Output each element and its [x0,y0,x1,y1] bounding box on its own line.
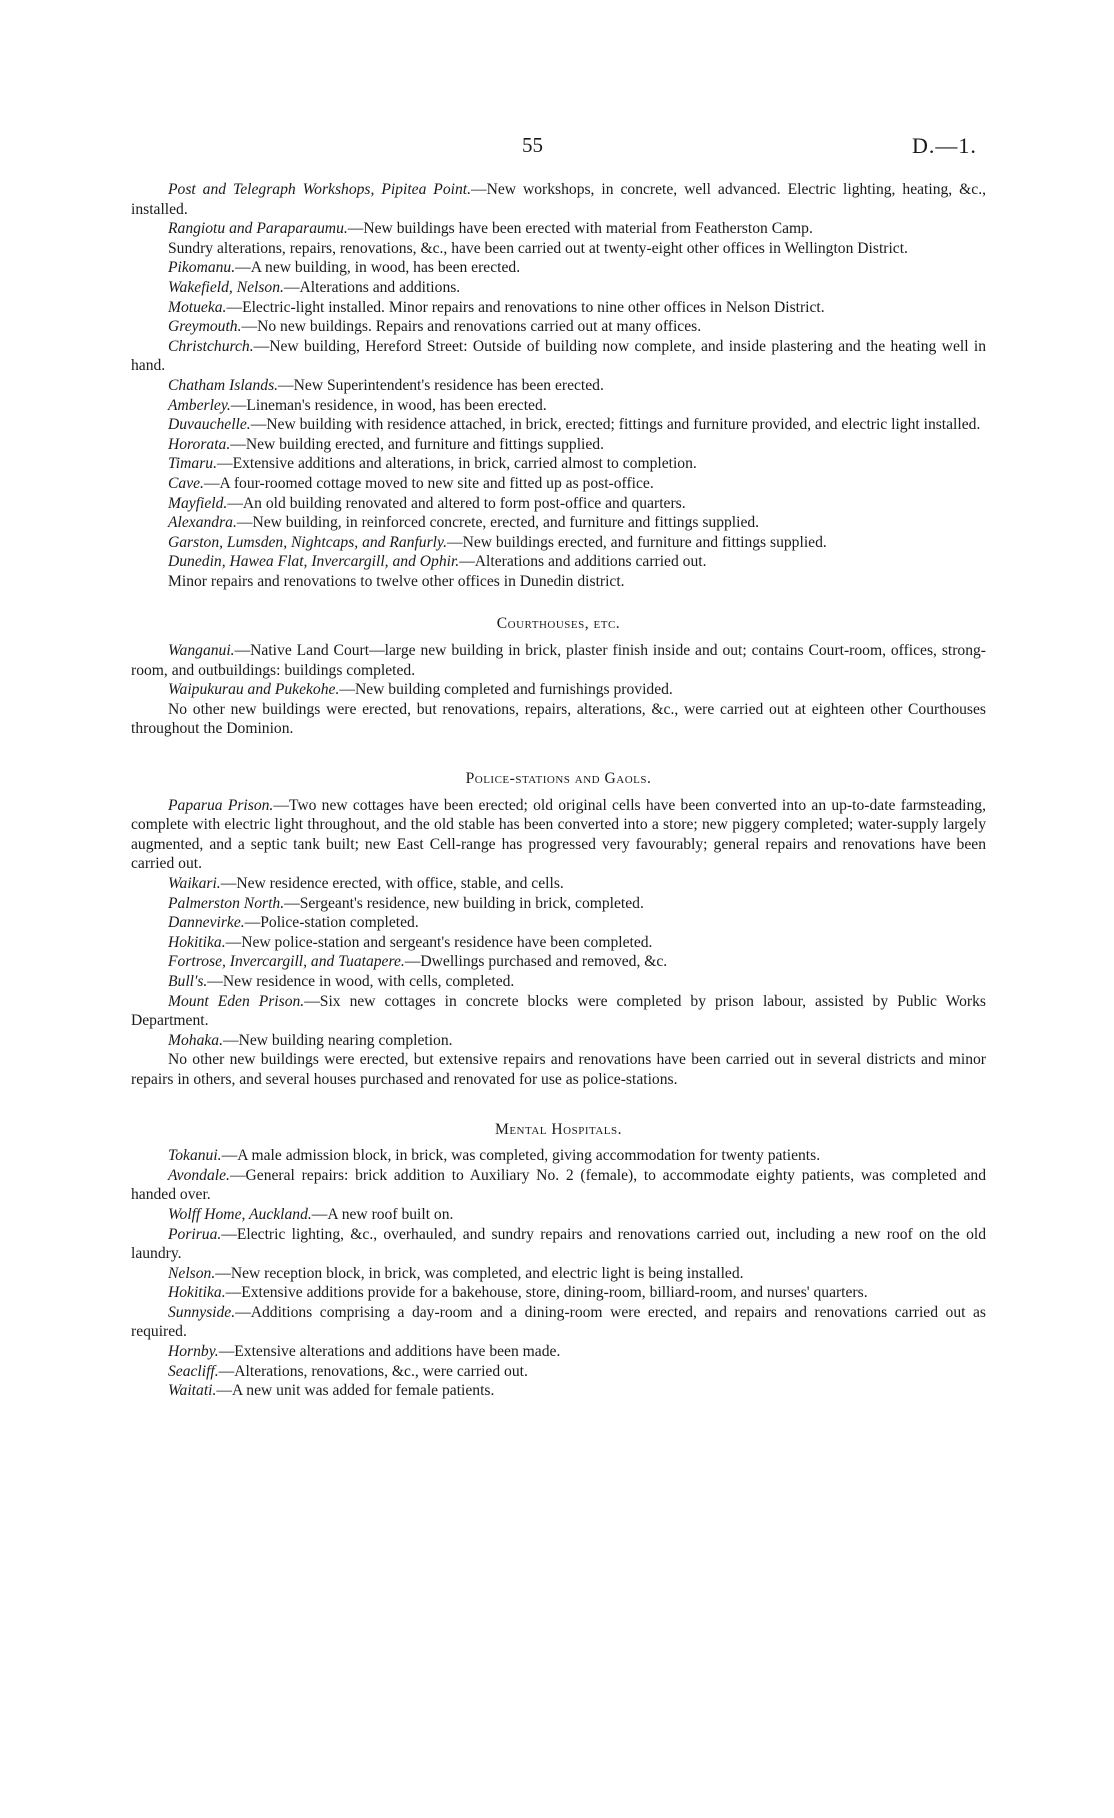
paragraph-text: —Dwellings purchased and removed, &c. [404,953,668,971]
paragraph [131,992,986,1031]
paragraph-text: —Electric lighting, &c., overhauled, and sundry repairs and renovations carried out, including a new roof on the old laundry. [131,1225,986,1263]
paragraph-text: —Two new cottages have been erected; old original cells have been converted into an up-to-date farmsteading, complete with electric light throughout, and the old stable has been converted into a store; new piggery completed; water-supply largely augmented, and a septic tank built; new East Cell-range has progressed very favourably; general repairs and renovations have been carried out. [131,796,986,873]
place-title: Pikomanu. [168,259,236,277]
paragraph [131,933,986,953]
paragraph [131,1225,986,1264]
paragraph-text: —Lineman's residence, in wood, has been erected. [230,396,547,414]
paragraph [131,894,986,914]
place-title: Chatham Islands. [168,376,279,394]
paragraph [131,1031,986,1051]
place-title: Paparua Prison. [168,796,274,814]
place-title: Bull's. [168,972,208,990]
paragraph-text: —Alterations and additions carried out. [459,553,707,571]
place-title: Amberley. [168,396,231,414]
place-title: Greymouth. [168,318,242,336]
paragraph-text: —General repairs: brick addition to Auxiliary No. 2 (female), to accommodate eighty patients, was completed and handed over. [131,1166,986,1204]
paragraph [131,337,986,376]
paragraph [131,572,986,592]
paragraph-text: —Extensive additions and alterations, in brick, carried almost to completion. [216,455,697,473]
paragraph [131,1342,986,1362]
place-title: Motueka. [168,298,227,316]
paragraph [131,1303,986,1342]
place-title: Fortrose, Invercargill, and Tuatapere. [168,953,405,971]
paragraph-text: Minor repairs and renovations to twelve other offices in Dunedin district. [168,572,625,590]
place-title: Alexandra. [168,514,237,532]
place-title: Hokitika. [168,933,226,951]
paragraph [131,1381,986,1401]
place-title: Cave. [168,474,204,492]
paragraph [131,396,986,416]
paragraph [131,239,986,259]
mental-hospitals-section [131,1146,986,1401]
paragraph [131,913,986,933]
courthouses-section [131,641,986,739]
paragraph [131,454,986,474]
document-body [131,180,986,1401]
paragraph-text: —A new unit was added for female patients. [216,1382,495,1400]
place-title: Timaru. [168,455,217,473]
place-title: Dannevirke. [168,914,245,932]
paragraph-text: No other new buildings were erected, but extensive repairs and renovations have been carried out in several districts and minor repairs in others, and several houses purchased and renovated for use as police-stations. [131,1051,986,1088]
paragraph-text: No other new buildings were erected, but renovations, repairs, alterations, &c., were carried out at eighteen other Courthouses throughout the Dominion. [131,700,986,738]
paragraph-text: —Sergeant's residence, new building in brick, completed. [284,894,644,912]
paragraph [131,972,986,992]
paragraph-text: —New building nearing completion. [223,1031,453,1049]
place-title: Dunedin, Hawea Flat, Invercargill, and Ophir. [168,553,460,571]
document-reference: D.—1. [912,133,977,158]
paragraph-text: —Additions comprising a day-room and a dining-room were erected, and repairs and renovations carried out as required. [131,1303,986,1341]
paragraph-text: —No new buildings. Repairs and renovations carried out at many offices. [241,318,702,336]
paragraph-text: —A four-roomed cottage moved to new site and fitted up as post-office. [203,474,654,492]
place-title: Hornby. [168,1343,219,1361]
paragraph-text: —Police-station completed. [244,914,419,932]
paragraph-text: —New reception block, in brick, was completed, and electric light is being installed. [215,1264,744,1282]
paragraph [131,513,986,533]
paragraph-text: —Extensive additions provide for a bakehouse, store, dining-room, billiard-room, and nurses' quarters. [225,1284,868,1302]
paragraph [131,1166,986,1205]
place-title: Waikari. [168,875,221,892]
page-header [0,133,1114,161]
place-title: Sunnyside. [168,1303,236,1321]
place-title: Mohaka. [168,1031,223,1049]
paragraph [131,874,986,894]
paragraph [131,552,986,572]
paragraph [131,1146,986,1166]
paragraph-text: —An old building renovated and altered to form post-office and quarters. [227,494,686,512]
paragraph [131,415,986,435]
place-title: Nelson. [168,1264,216,1282]
paragraph [131,474,986,494]
paragraph-text: —New Superintendent's residence has been erected. [278,376,604,394]
paragraph [131,1362,986,1382]
paragraph-text: —A new building, in wood, has been erected. [235,259,521,277]
paragraph-text: Sundry alterations, repairs, renovations, &c., have been carried out at twenty-eight other offices in Wellington District. [168,239,908,257]
paragraph [131,1264,986,1284]
place-title: Wakefield, Nelson. [168,278,284,296]
place-title: Palmerston North. [168,894,285,912]
paragraph [131,180,986,219]
place-title: Hororata. [168,435,231,453]
paragraph [131,641,986,680]
paragraph-text: —Native Land Court—large new building in brick, plaster finish inside and out; contains Court-room, offices, strong-room, and outbuildings: buildings completed. [131,642,986,679]
page-number: 55 [522,133,543,157]
place-title: Hokitika. [168,1284,226,1302]
paragraph-text: —Extensive alterations and additions have been made. [218,1343,561,1361]
place-title: Rangiotu and Paraparaumu. [168,220,348,238]
paragraph-text: —A male admission block, in brick, was completed, giving accommodation for twenty patients. [221,1147,821,1165]
paragraph-text: —New building erected, and furniture and fittings supplied. [230,435,604,453]
paragraph-text: —New building, in reinforced concrete, erected, and furniture and fittings supplied. [236,514,760,532]
paragraph [131,278,986,298]
paragraph [131,680,986,700]
paragraph-text: —New building completed and furnishings provided. [339,681,673,699]
paragraph-text: —New residence erected, with office, stable, and cells. [220,875,564,892]
place-title: Post and Telegraph Workshops, Pipitea Point. [168,181,471,198]
place-title: Christchurch. [168,337,254,355]
place-title: Seacliff. [168,1362,219,1380]
paragraph [131,317,986,337]
paragraph [131,494,986,514]
police-section [131,796,986,1090]
place-title: Waitati. [168,1382,217,1400]
place-title: Wolff Home, Auckland. [168,1205,312,1223]
section-heading-mental-hospitals: Mental Hospitals. [494,1120,623,1138]
post-telegraph-section [131,180,986,591]
paragraph [131,533,986,553]
paragraph-text: —New residence in wood, with cells, completed. [207,972,515,990]
paragraph-text: —Electric-light installed. Minor repairs and renovations to nine other offices in Nelson District. [226,298,825,316]
place-title: Mount Eden Prison. [168,992,305,1010]
paragraph-text: —Alterations and additions. [283,278,461,296]
paragraph-text: —New workshops, in concrete, well advanced. Electric lighting, heating, &c., installed. [131,181,986,218]
section-heading-courthouses: Courthouses, etc. [496,615,621,633]
place-title: Tokanui. [168,1147,222,1165]
paragraph [131,700,986,739]
paragraph [131,435,986,455]
paragraph-text: —New building with residence attached, in brick, erected; fittings and furniture provided, and electric light installed. [250,416,981,434]
paragraph-text: —A new roof built on. [311,1205,454,1223]
paragraph-text: —Alterations, renovations, &c., were carried out. [218,1362,528,1380]
paragraph [131,1050,986,1089]
paragraph [131,376,986,396]
paragraph-text: —New buildings have been erected with material from Featherston Camp. [347,220,813,238]
paragraph [131,258,986,278]
place-title: Wanganui. [168,642,235,660]
place-title: Duvauchelle. [168,416,251,434]
place-title: Mayfield. [168,494,228,512]
paragraph-text: —Six new cottages in concrete blocks were completed by prison labour, assisted by Public Works Department. [131,992,986,1030]
paragraph [131,1205,986,1225]
section-heading-police: Police-stations and Gaols. [465,770,652,788]
paragraph-text: —New buildings erected, and furniture and fittings supplied. [446,533,827,551]
place-title: Avondale. [168,1166,230,1184]
paragraph [131,298,986,318]
paragraph [131,796,986,874]
paragraph [131,1283,986,1303]
paragraph [131,952,986,972]
paragraph-text: —New building, Hereford Street: Outside of building now complete, and inside plastering and the heating well in hand. [131,337,986,375]
place-title: Garston, Lumsden, Nightcaps, and Ranfurly. [168,533,447,551]
paragraph [131,219,986,239]
place-title: Waipukurau and Pukekohe. [168,681,340,699]
paragraph-text: —New police-station and sergeant's residence have been completed. [225,933,653,951]
place-title: Porirua. [168,1225,222,1243]
